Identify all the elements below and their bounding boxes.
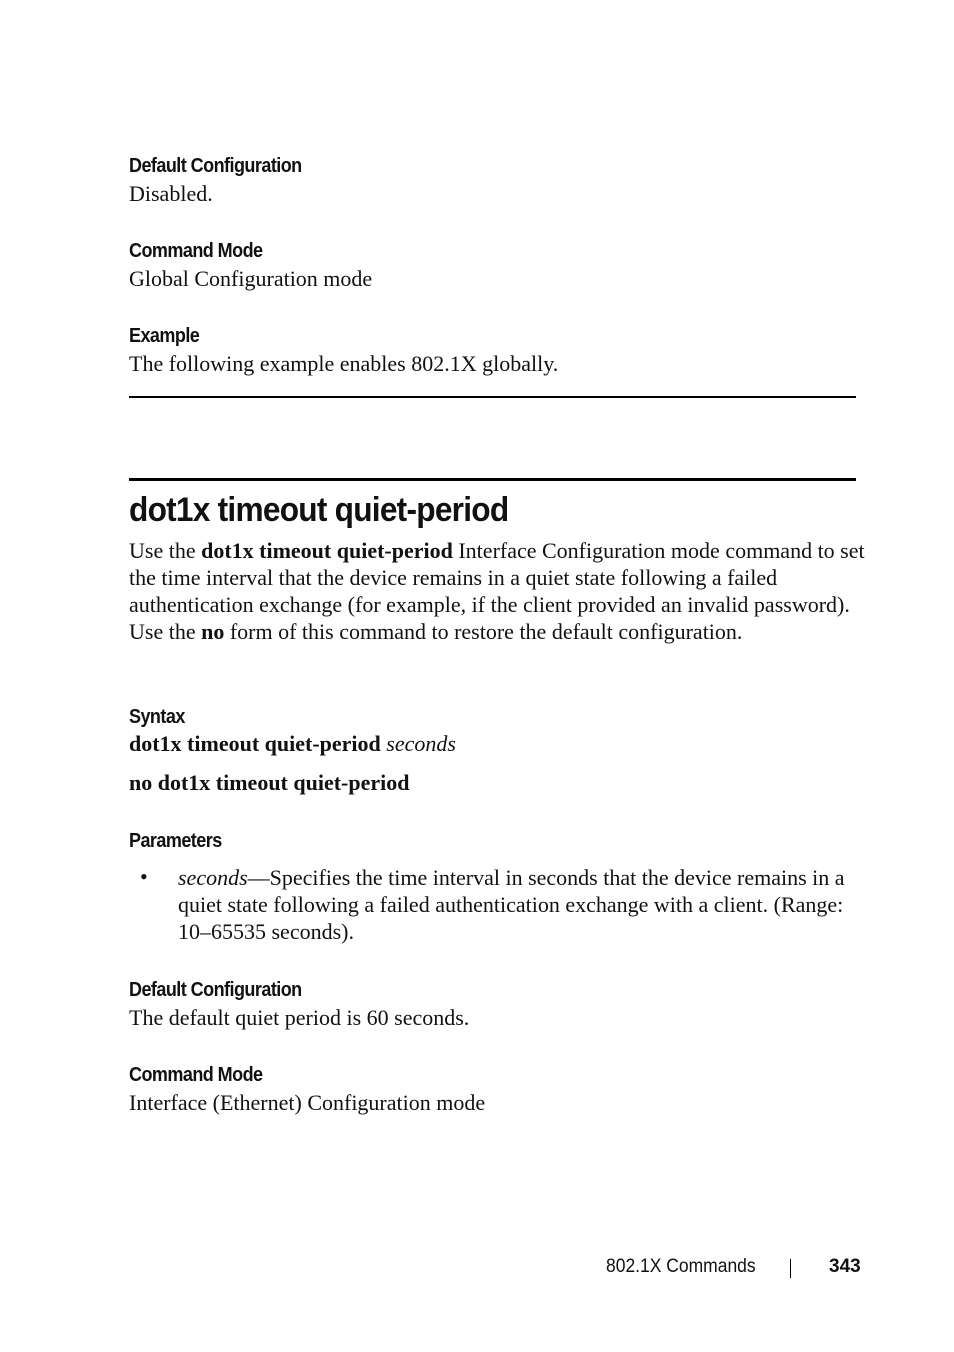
syntax-line-1 <box>129 731 456 757</box>
intro-command-name: dot1x timeout quiet-period <box>201 538 453 563</box>
parameters-heading: Parameters <box>129 830 222 852</box>
section-end-rule <box>129 396 856 398</box>
command-description <box>129 537 869 645</box>
syntax-argument: seconds <box>386 731 456 756</box>
syntax-command: dot1x timeout quiet-period <box>129 731 381 756</box>
example-heading: Example <box>129 325 200 347</box>
command-title: dot1x timeout quiet-period <box>129 491 509 529</box>
intro-text-3: form of this command to restore the default configuration. <box>224 619 743 644</box>
intro-text-2: Interface Configuration mode command to set the time interval that the device remains in a quiet state following a failed authentication exchange (for example, if the client provided an invalid password). Use the <box>129 538 865 644</box>
command-mode-heading: Command Mode <box>129 1064 263 1086</box>
intro-no-keyword: no <box>201 619 225 644</box>
parameter-description: —Specifies the time interval in seconds that the device remains in a quiet state following a failed authentication exchange with a client. (Range: 10–65535 seconds). <box>178 865 845 944</box>
command-mode-heading-prev: Command Mode <box>129 240 263 262</box>
intro-text-1: Use the <box>129 538 202 563</box>
footer-separator <box>790 1259 791 1278</box>
default-config-text: The default quiet period is 60 seconds. <box>129 1005 470 1030</box>
parameter-name: seconds <box>178 865 248 890</box>
default-config-heading: Default Configuration <box>129 979 302 1001</box>
footer-chapter-title: 802.1X Commands <box>606 1256 756 1277</box>
example-text: The following example enables 802.1X globally. <box>129 351 559 376</box>
parameter-bullet: • <box>140 864 148 889</box>
default-config-heading-prev: Default Configuration <box>129 155 302 177</box>
command-mode-text-prev: Global Configuration mode <box>129 266 373 291</box>
default-config-text-prev: Disabled. <box>129 181 213 206</box>
syntax-line-2: no dot1x timeout quiet-period <box>129 770 410 795</box>
page-number: 343 <box>829 1256 861 1277</box>
parameter-item <box>178 864 868 945</box>
command-mode-text: Interface (Ethernet) Configuration mode <box>129 1090 486 1115</box>
section-start-rule <box>129 478 856 481</box>
syntax-heading: Syntax <box>129 706 185 728</box>
